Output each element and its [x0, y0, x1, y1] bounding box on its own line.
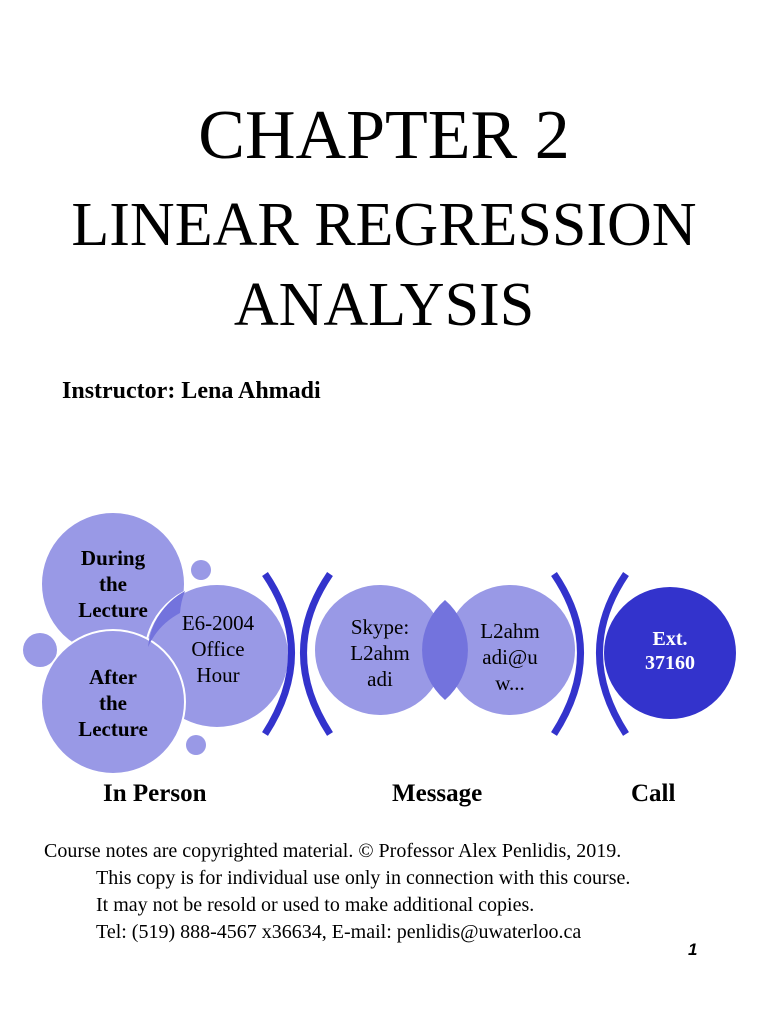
during-lecture-label: During the Lecture: [78, 546, 148, 622]
email-label: L2ahm adi@u w...: [480, 619, 540, 695]
category-in-person: In Person: [103, 780, 207, 807]
footer-line-4: Tel: (519) 888-4567 x36634, E-mail: penlidis@uwaterloo.ca: [96, 921, 582, 943]
skype-label: Skype: L2ahm adi: [350, 615, 410, 691]
page-number: 1: [688, 940, 698, 959]
instructor-name: Instructor: Lena Ahmadi: [62, 378, 321, 404]
category-call: Call: [631, 780, 676, 807]
call-label: Ext. 37160: [645, 628, 695, 674]
footer-line-3: It may not be resold or used to make additional copies.: [96, 894, 535, 916]
footer-line-2: This copy is for individual use only in connection with this course.: [96, 867, 631, 889]
category-message: Message: [392, 780, 483, 807]
chapter-heading: CHAPTER 2: [198, 97, 570, 174]
accent-dot: [23, 633, 57, 667]
title-line-2: ANALYSIS: [233, 271, 535, 339]
accent-dot: [191, 560, 211, 580]
contact-diagram: [0, 500, 768, 790]
office-hour-label: E6-2004 Office Hour: [181, 611, 255, 687]
after-lecture-label: After the Lecture: [78, 665, 148, 741]
copyright-notice: [44, 838, 630, 946]
footer-line-1: Course notes are copyrighted material. © Professor Alex Penlidis, 2019.: [44, 840, 622, 862]
title-line-1: LINEAR REGRESSION: [71, 191, 697, 259]
accent-dot: [186, 735, 206, 755]
